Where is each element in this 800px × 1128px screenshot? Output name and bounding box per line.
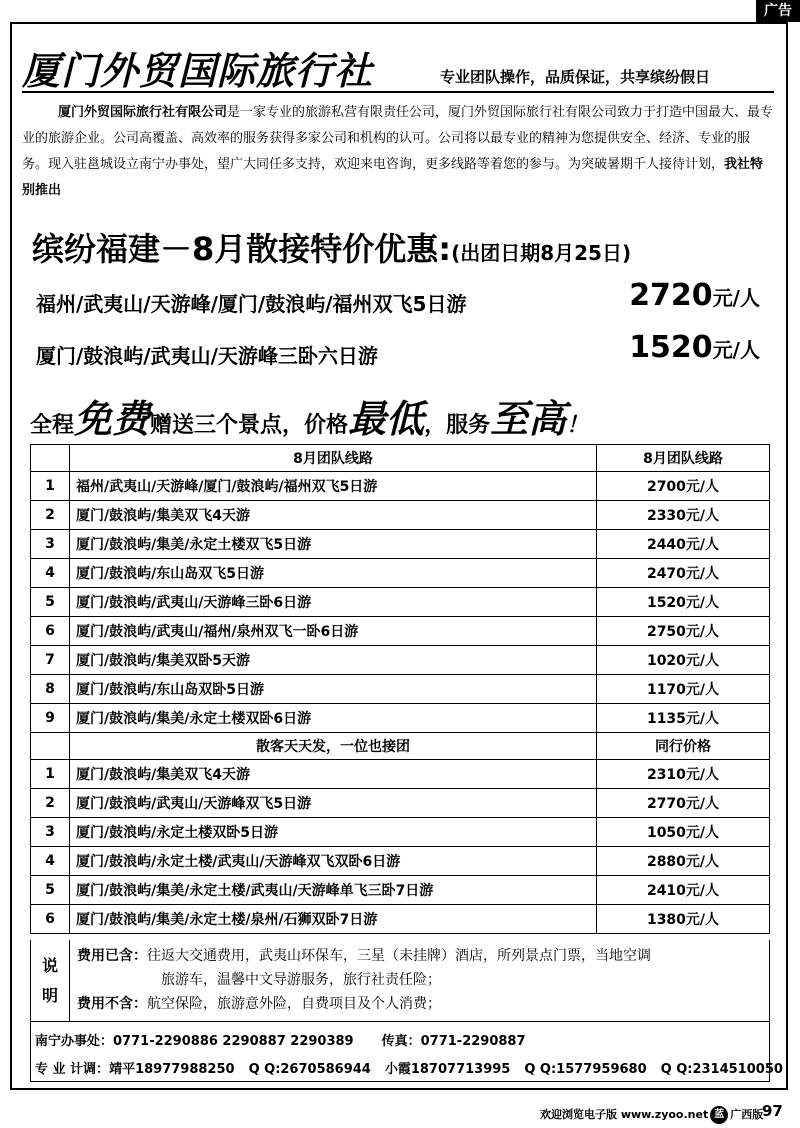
intro-tail: 我社特别推出 [22, 157, 764, 198]
promo-date: (出团日期8月25日) [451, 241, 632, 265]
fax-label: 传真： [381, 1034, 421, 1049]
table-row [31, 818, 770, 847]
table-row [31, 588, 770, 617]
row-price: 1135元/人 [597, 704, 770, 733]
highlight-text-3: ，服务 [424, 413, 491, 438]
footer-text: 欢迎浏览电子版 www.zyoo.net [540, 1108, 709, 1121]
row-route: 厦门/鼓浪屿/集美/永定土楼/泉州/石狮双卧7日游 [70, 905, 597, 934]
office-phones: 0771-2290886 2290887 2290389 [113, 1034, 354, 1049]
promo-price-2 [629, 330, 760, 365]
highlight-best: 至高 [490, 397, 567, 441]
office-label: 南宁办事处： [35, 1034, 114, 1049]
intro-text: 是一家专业的旅游私营有限责任公司，厦门外贸国际旅行社有限公司致力于打造中国最大、最专业的旅游企业。公司高覆盖、高效率的服务获得多家公司和机构的认可。公司将以最专业的精神为您提供安全、经济、专业的服务。现入驻邕城设立南宁办事处，望广大同任多支持，欢迎来电咨询，更多线路等着您的参与。为突破暑期千人接待计划， [22, 105, 774, 172]
row-route: 厦门/鼓浪屿/武夷山/福州/泉州双飞一卧6日游 [70, 617, 597, 646]
notes-included-text-2: 旅游车，温馨中文导游服务，旅行社责任险； [161, 972, 441, 988]
promo-route-1: 福州/武夷山/天游峰/厦门/鼓浪屿/福州双飞5日游 [36, 292, 467, 316]
intro-paragraph [22, 100, 774, 204]
row-number: 6 [31, 905, 70, 934]
table-row [31, 617, 770, 646]
table-row [31, 559, 770, 588]
row-price: 2880元/人 [597, 847, 770, 876]
row-price: 1170元/人 [597, 675, 770, 704]
notes-included-text-1: 往返大交通费用，武夷山环保车，三星（未挂牌）酒店，所列景点门票，当地空调 [147, 948, 651, 964]
table-row [31, 472, 770, 501]
row-number: 5 [31, 876, 70, 905]
highlight-free: 免费 [74, 397, 151, 441]
contact-row-planners [35, 1058, 783, 1077]
table-row [31, 530, 770, 559]
planner-1-qq: Q Q:2670586944 [248, 1062, 371, 1077]
promo-price-2-unit: 元/人 [712, 338, 760, 362]
notes-excluded-text: 航空保险，旅游意外险，自费项目及个人消费； [147, 996, 441, 1012]
notes-included-key: 费用已含： [77, 948, 147, 964]
title-divider [22, 91, 774, 93]
row-price: 2410元/人 [597, 876, 770, 905]
promo-price-1 [629, 278, 760, 313]
contact-row-office [35, 1030, 526, 1049]
row-route: 厦门/鼓浪屿/东山岛双卧5日游 [70, 675, 597, 704]
header-blank-cell [31, 733, 70, 760]
row-price: 1020元/人 [597, 646, 770, 675]
highlight-lowest: 最低 [348, 397, 425, 441]
row-route: 厦门/鼓浪屿/永定土楼双卧5日游 [70, 818, 597, 847]
row-route: 福州/武夷山/天游峰/厦门/鼓浪屿/福州双飞5日游 [70, 472, 597, 501]
row-price: 1520元/人 [597, 588, 770, 617]
row-number: 9 [31, 704, 70, 733]
row-number: 6 [31, 617, 70, 646]
agency-title: 厦门外贸国际旅行社 [22, 49, 374, 93]
header-route-cell: 散客天天发，一位也接团 [70, 733, 597, 760]
row-route: 厦门/鼓浪屿/武夷山/天游峰三卧6日游 [70, 588, 597, 617]
table-row [31, 789, 770, 818]
notes-included [77, 944, 763, 968]
notes-excluded [77, 992, 763, 1016]
highlight-text-4: ！ [566, 413, 589, 438]
table-row [31, 501, 770, 530]
row-number: 7 [31, 646, 70, 675]
contact-box [30, 1022, 783, 1082]
row-route: 厦门/鼓浪屿/集美双飞4天游 [70, 501, 597, 530]
fax-number: 0771-2290887 [420, 1034, 526, 1049]
row-price: 2470元/人 [597, 559, 770, 588]
row-price: 1050元/人 [597, 818, 770, 847]
row-number: 3 [31, 818, 70, 847]
header-blank-cell [31, 445, 70, 472]
intro-company: 厦门外贸国际旅行社有限公司 [58, 105, 228, 120]
header-price-cell: 8月团队线路 [597, 445, 770, 472]
row-price: 2330元/人 [597, 501, 770, 530]
notes-box [30, 940, 770, 1022]
row-number: 1 [31, 472, 70, 501]
row-route: 厦门/鼓浪屿/集美双飞4天游 [70, 760, 597, 789]
row-route: 厦门/鼓浪屿/集美/永定土楼双飞5日游 [70, 530, 597, 559]
notes-excluded-key: 费用不含： [77, 996, 147, 1012]
footer-edition: 广西版 [730, 1108, 764, 1121]
table-section-header [31, 733, 770, 760]
header-route-cell: 8月团队线路 [70, 445, 597, 472]
header-price-cell: 同行价格 [597, 733, 770, 760]
row-route: 厦门/鼓浪屿/东山岛双飞5日游 [70, 559, 597, 588]
planner-2-qq: Q Q:1577959680 [524, 1062, 647, 1077]
row-number: 1 [31, 760, 70, 789]
magazine-logo-icon: 蓝 [710, 1106, 728, 1124]
highlight-text-1: 全程 [30, 413, 75, 438]
table-row [31, 847, 770, 876]
row-number: 3 [31, 530, 70, 559]
row-number: 4 [31, 559, 70, 588]
row-price: 2440元/人 [597, 530, 770, 559]
row-number: 8 [31, 675, 70, 704]
table-row [31, 704, 770, 733]
footer [540, 1106, 763, 1124]
ad-tag: 广告 [756, 0, 800, 22]
promo-price-1-unit: 元/人 [712, 286, 760, 310]
promo-title: 缤纷福建－8月散接特价优惠: [32, 230, 452, 268]
row-price: 2310元/人 [597, 760, 770, 789]
promo-price-2-value: 1520 [629, 330, 713, 365]
row-price: 2700元/人 [597, 472, 770, 501]
row-route: 厦门/鼓浪屿/武夷山/天游峰双飞5日游 [70, 789, 597, 818]
row-number: 2 [31, 789, 70, 818]
row-route: 厦门/鼓浪屿/集美/永定土楼双卧6日游 [70, 704, 597, 733]
notes-label-1: 说 [41, 955, 58, 975]
table-section-header [31, 445, 770, 472]
planner-label: 专 业 计调： [35, 1062, 110, 1077]
promo-price-1-value: 2720 [629, 278, 713, 313]
row-price: 1380元/人 [597, 905, 770, 934]
promo-headline [32, 224, 631, 270]
row-route: 厦门/鼓浪屿/集美/永定土楼/武夷山/天游峰单飞三卧7日游 [70, 876, 597, 905]
row-price: 2750元/人 [597, 617, 770, 646]
row-route: 厦门/鼓浪屿/永定土楼/武夷山/天游峰双飞双卧6日游 [70, 847, 597, 876]
planner-3-qq: Q Q:2314510050 [660, 1062, 783, 1077]
row-number: 2 [31, 501, 70, 530]
planner-2-phone: 小霞18707713995 [384, 1062, 511, 1077]
row-number: 5 [31, 588, 70, 617]
table-row [31, 675, 770, 704]
row-price: 2770元/人 [597, 789, 770, 818]
planner-1-phone: 靖平18977988250 [109, 1062, 235, 1077]
routes-table [30, 444, 770, 934]
promo-route-2: 厦门/鼓浪屿/武夷山/天游峰三卧六日游 [36, 344, 378, 368]
highlight-banner [30, 388, 588, 443]
row-route: 厦门/鼓浪屿/集美双卧5天游 [70, 646, 597, 675]
notes-body [77, 944, 763, 1016]
table-row [31, 760, 770, 789]
highlight-text-2: 赠送三个景点，价格 [150, 413, 349, 438]
table-row [31, 646, 770, 675]
page-number: 97 [762, 1102, 783, 1120]
notes-label-2: 明 [41, 985, 58, 1005]
table-row [31, 905, 770, 934]
slogan: 专业团队操作，品质保证，共享缤纷假日 [440, 68, 711, 86]
row-number: 4 [31, 847, 70, 876]
table-row [31, 876, 770, 905]
notes-label [31, 940, 70, 1021]
